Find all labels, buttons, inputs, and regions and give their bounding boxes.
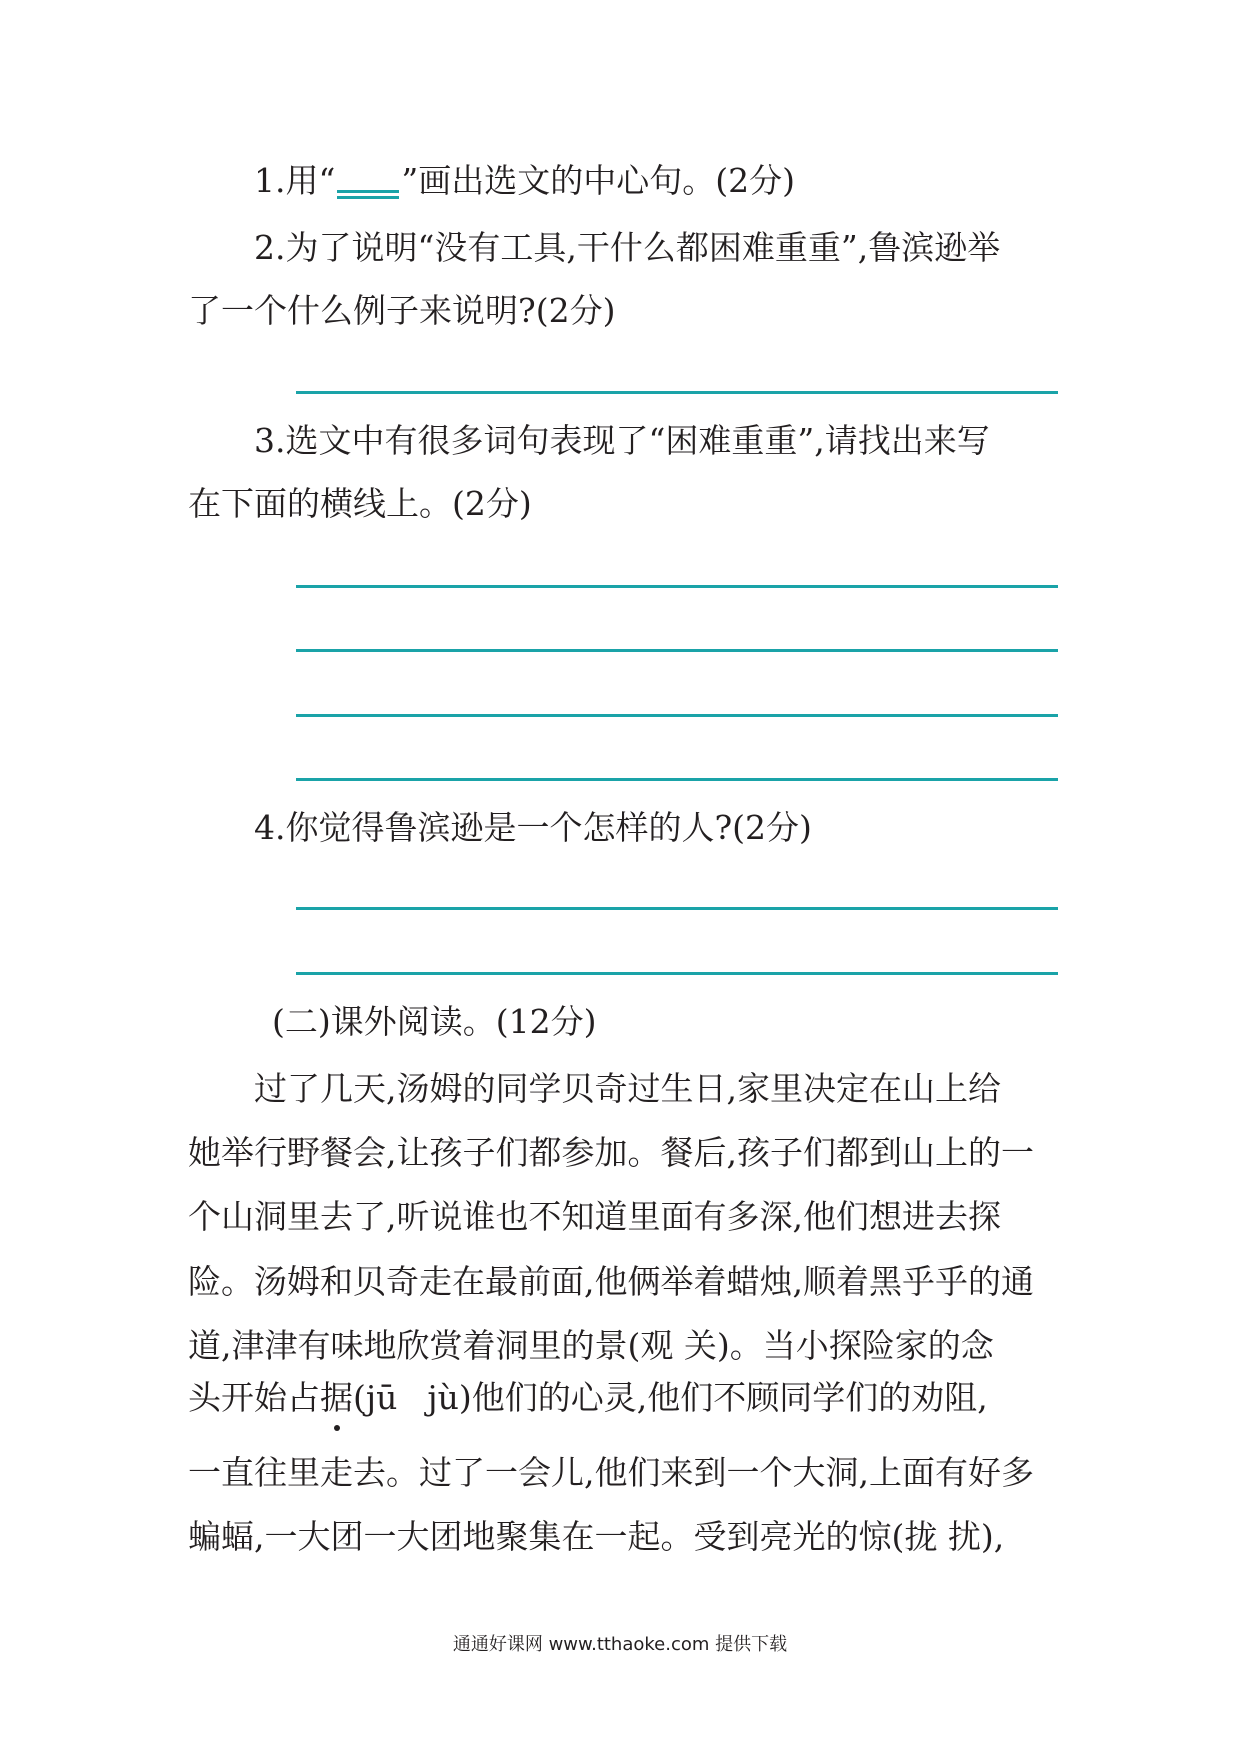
footer-watermark: 通通好课网 www.tthaoke.com 提供下载 <box>452 1634 788 1655</box>
answer-line-q3-4[interactable] <box>296 778 1058 781</box>
question-4: 4.你觉得鲁滨逊是一个怎样的人?(2分) <box>254 808 812 847</box>
passage-line-5: 道,津津有味地欣赏着洞里的景(观 关)。当小探险家的念 <box>188 1326 994 1365</box>
passage-line-2: 她举行野餐会,让孩子们都参加。餐后,孩子们都到山上的一 <box>188 1133 1034 1172</box>
dotted-character-text: 据 <box>320 1378 353 1417</box>
passage-line-6-start: 头开始占 <box>188 1378 320 1417</box>
answer-line-q3-3[interactable] <box>296 714 1058 717</box>
passage-line-3: 个山洞里去了,听说谁也不知道里面有多深,他们想进去探 <box>188 1197 1001 1236</box>
question-2-line-1: 2.为了说明“没有工具,干什么都困难重重”,鲁滨逊举 <box>254 228 1001 267</box>
passage-line-6-end: jù)他们的心灵,他们不顾同学们的劝阻, <box>427 1378 988 1417</box>
double-underline-mark <box>335 166 401 196</box>
section-2-heading: (二)课外阅读。(12分) <box>272 1002 597 1041</box>
pinyin-option-1: (jū <box>353 1378 398 1417</box>
dotted-character <box>320 1378 353 1417</box>
answer-line-q3-2[interactable] <box>296 649 1058 652</box>
question-3-line-1: 3.选文中有很多词句表现了“困难重重”,请找出来写 <box>254 421 990 460</box>
question-1-suffix: ”画出选文的中心句。(2分) <box>401 161 795 200</box>
answer-line-q4-2[interactable] <box>296 972 1058 975</box>
passage-line-1: 过了几天,汤姆的同学贝奇过生日,家里决定在山上给 <box>254 1069 1001 1108</box>
passage-line-8: 蝙蝠,一大团一大团地聚集在一起。受到亮光的惊(拢 扰), <box>188 1517 1005 1556</box>
emphasis-dot <box>334 1425 340 1431</box>
question-1-prefix: 1.用“ <box>254 161 336 200</box>
passage-line-4: 险。汤姆和贝奇走在最前面,他俩举着蜡烛,顺着黑乎乎的通 <box>188 1262 1034 1301</box>
passage-line-7: 一直往里走去。过了一会儿,他们来到一个大洞,上面有好多 <box>188 1453 1034 1492</box>
answer-line-q2[interactable] <box>296 391 1058 394</box>
answer-line-q4-1[interactable] <box>296 907 1058 910</box>
passage-line-6 <box>188 1378 988 1418</box>
answer-line-q3-1[interactable] <box>296 585 1058 588</box>
question-3-line-2: 在下面的横线上。(2分) <box>188 484 532 523</box>
question-1 <box>254 161 795 201</box>
question-2-line-2: 了一个什么例子来说明?(2分) <box>188 291 616 330</box>
